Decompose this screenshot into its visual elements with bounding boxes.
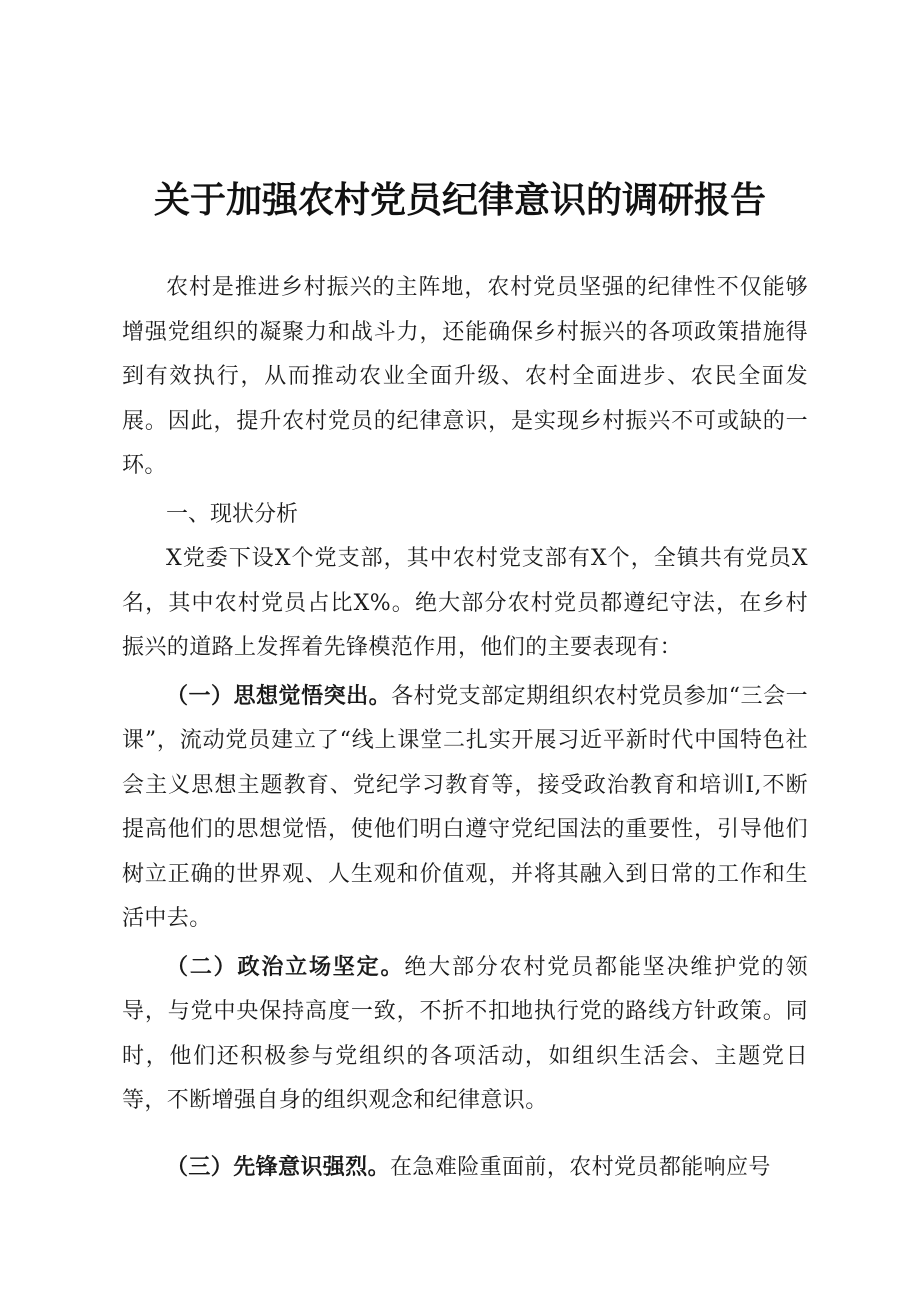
intro-paragraph: 农村是推进乡村振兴的主阵地，农村党员坚强的纪律性不仅能够增强党组织的凝聚力和战斗力，还能确保乡村振兴的各项政策措施得到有效执行，从而推动农业全面升级、农村全面进步、农民全面发展。因此，提升农村党员的纪律意识，是实现乡村振兴不可或缺的一环。	[122, 275, 808, 478]
point-text-political-stance: 绝大部分农村党员都能坚决维护党的领导，与党中央保持高度一致，不折不扣地执行党的路线方针政策。同时，他们还积极参与党组织的各项活动，如组织生活会、主题党日等，不断增强自身的组织观念和纪律意识。	[122, 954, 808, 1113]
point-label-vanguard: （三）先锋意识强烈。	[166, 1154, 391, 1180]
section-heading-status-analysis: 一、现状分析	[166, 501, 299, 527]
point-label-political-stance: （二）政治立场坚定。	[166, 954, 405, 980]
point-paragraph-vanguard	[122, 1146, 808, 1191]
point-label-ideology: （一）思想觉悟突出。	[166, 683, 392, 709]
section-paragraph-overview: X党委下设X个党支部，其中农村党支部有X个，全镇共有党员X名，其中农村党员占比X%。绝大部分农村党员都遵纪守法，在乡村振兴的道路上发挥着先锋模范作用，他们的主要表现有：	[122, 546, 808, 660]
document-title: 关于加强农村党员纪律意识的调研报告	[153, 180, 766, 221]
point-paragraph-political-stance	[122, 946, 808, 1124]
point-text-vanguard: 在急难险重面前，农村党员都能响应号	[390, 1154, 771, 1180]
point-text-ideology: 各村党支部定期组织农村党员参加“三会一课”，流动党员建立了“线上课堂二扎实开展习近平新时代中国特色社会主义思想主题教育、党纪学习教育等，接受政治教育和培训I,不断提高他们的思想觉悟，使他们明白遵守党纪国法的重要性，引导他们树立正确的世界观、人生观和价值观，并将其融入到日常的工作和生活中去。	[122, 683, 808, 931]
document-body	[122, 266, 808, 1190]
point-paragraph-ideology	[122, 675, 808, 942]
